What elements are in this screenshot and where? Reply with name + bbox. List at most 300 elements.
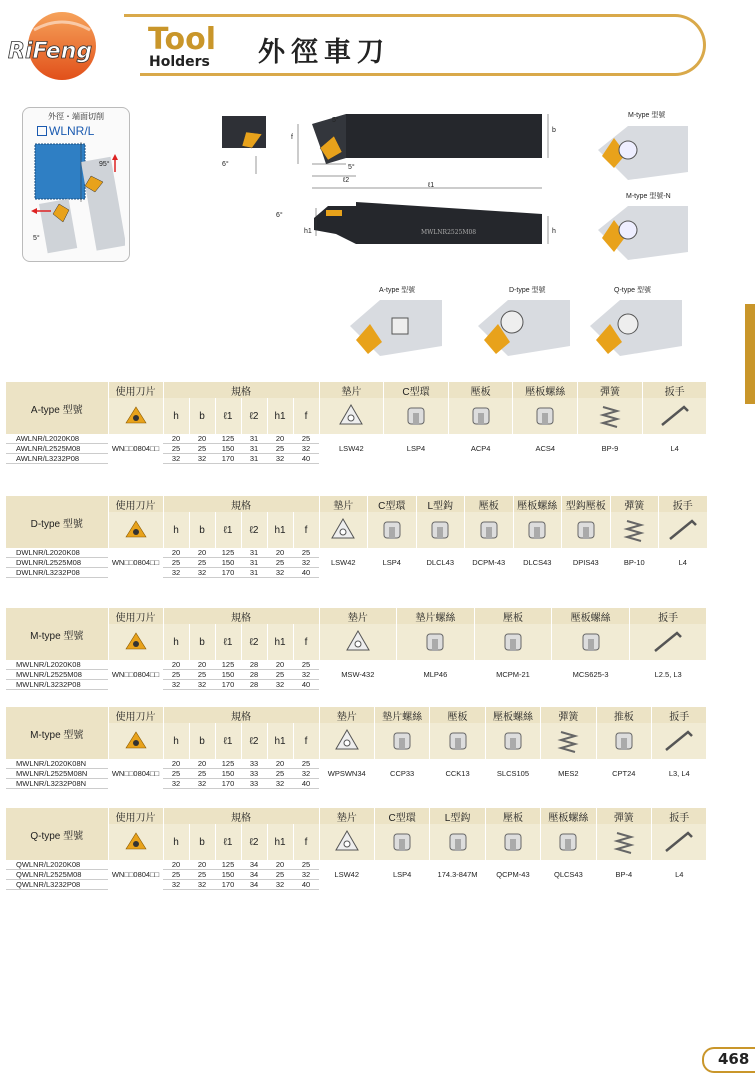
spec-table (6, 496, 707, 578)
spec-value: 33 (241, 769, 267, 779)
spec-value: 20 (267, 434, 293, 444)
insert-code: WN□□0804□□ (111, 444, 160, 454)
part-header: 扳手 (642, 382, 707, 398)
model-code: MWLNR/L3232P08 (6, 680, 108, 690)
part-header: 墊片螺絲 (397, 608, 475, 624)
insert-header: 使用刀片 (108, 707, 163, 723)
part-icon (659, 512, 708, 548)
part-value: DCPM-43 (472, 558, 506, 568)
part-icon (642, 398, 707, 434)
a-type-label: A-type 型號 (379, 287, 416, 294)
q-type-figure (590, 296, 682, 360)
dim-l2: ℓ2 (343, 177, 350, 184)
dim-h: h (552, 228, 556, 235)
spec-value: 28 (241, 680, 267, 690)
spec-value: 34 (241, 860, 267, 870)
part-header: 彈簧 (541, 707, 596, 723)
angle-6-label: 6° (222, 161, 229, 168)
model-code: DWLNR/L3232P08 (6, 568, 108, 578)
part-icon (652, 723, 707, 759)
part-header: 墊片 (319, 496, 368, 512)
spec-value: 33 (241, 779, 267, 789)
model-code: AWLNR/L2525M08 (6, 444, 108, 454)
checkbox-icon (37, 126, 47, 136)
spec-value: 32 (267, 454, 293, 464)
operation-title: 外徑・端面切削 (48, 112, 104, 121)
m-type-figure (598, 120, 688, 186)
insert-icon (108, 723, 163, 759)
spec-value: 170 (215, 454, 241, 464)
spec-table (6, 707, 707, 789)
insert-code: WN□□0804□□ (111, 870, 160, 880)
brand-text: RiFeng (8, 39, 93, 64)
part-icon (610, 512, 659, 548)
spec-value: 40 (293, 880, 319, 890)
part-header: 扳手 (652, 808, 707, 824)
part-value: QCPM-43 (496, 870, 530, 880)
spec-value: 25 (163, 558, 189, 568)
part-icon (629, 624, 707, 660)
model-code: QWLNR/L2020K08 (6, 860, 108, 870)
dim-header-f: f (293, 723, 319, 759)
part-header: 扳手 (659, 496, 708, 512)
part-icon (552, 624, 630, 660)
dim-h1: h1 (304, 228, 312, 235)
part-value: WPSWN34 (327, 769, 366, 779)
spec-value: 125 (215, 548, 241, 558)
model-code: AWLNR/L2020K08 (6, 434, 108, 444)
dim-header-l2: ℓ2 (241, 398, 267, 434)
spec-value: 170 (215, 880, 241, 890)
part-value: QLCS43 (554, 870, 583, 880)
operation-card (22, 107, 130, 262)
spec-value: 25 (163, 670, 189, 680)
part-icon (596, 824, 651, 860)
spec-value: 25 (163, 444, 189, 454)
spec-value: 33 (241, 759, 267, 769)
spec-value: 20 (189, 434, 215, 444)
part-icon (374, 723, 429, 759)
page-title: 外徑車刀 (258, 37, 390, 68)
spec-value: 25 (267, 670, 293, 680)
spec-value: 25 (293, 860, 319, 870)
spec-value: 28 (241, 660, 267, 670)
part-header: C型環 (368, 496, 417, 512)
spec-value: 20 (189, 548, 215, 558)
dim-header-h1: h1 (267, 512, 293, 548)
part-header: 型鈎壓板 (562, 496, 611, 512)
part-icon (374, 824, 429, 860)
part-header: 壓板 (465, 496, 514, 512)
m-type-label: M-type 型號 (628, 112, 666, 119)
spec-value: 31 (241, 444, 267, 454)
dim-header-h: h (163, 723, 189, 759)
part-icon (319, 512, 368, 548)
part-icon (319, 723, 374, 759)
spec-value: 20 (163, 660, 189, 670)
operation-code-text: WLNR/L (49, 124, 95, 138)
dim-header-b: b (189, 624, 215, 660)
part-value: LSW42 (330, 558, 356, 568)
spec-value: 170 (215, 779, 241, 789)
dim-f: f (291, 134, 293, 141)
part-icon (474, 624, 552, 660)
spec-value: 150 (215, 670, 241, 680)
part-header: 彈簧 (610, 496, 659, 512)
model-code: DWLNR/L2020K08 (6, 548, 108, 558)
spec-value: 25 (293, 660, 319, 670)
part-header: 壓板螺絲 (552, 608, 630, 624)
spec-value: 32 (267, 568, 293, 578)
type-cell: D-type 型號 (6, 496, 108, 548)
dim-header-h1: h1 (267, 824, 293, 860)
part-value: CCK13 (445, 769, 470, 779)
insert-icon (108, 624, 163, 660)
part-value: BP-9 (601, 444, 619, 454)
spec-value: 31 (241, 454, 267, 464)
header-tool: Tool (148, 22, 216, 57)
spec-value: 31 (241, 558, 267, 568)
spec-value: 25 (293, 434, 319, 444)
operation-code (37, 124, 94, 138)
spec-value: 32 (267, 680, 293, 690)
part-value: L4 (678, 558, 687, 568)
part-icon (416, 512, 465, 548)
spec-value: 20 (267, 759, 293, 769)
part-icon (513, 512, 562, 548)
part-value: MSW-432 (341, 670, 375, 680)
spec-table (6, 808, 707, 890)
spec-value: 32 (189, 454, 215, 464)
part-icon (319, 624, 397, 660)
part-value: L3, L4 (668, 769, 690, 779)
dim-header-b: b (189, 824, 215, 860)
insert-code: WN□□0804□□ (111, 769, 160, 779)
part-value: L4 (670, 444, 679, 454)
spec-value: 34 (241, 880, 267, 890)
part-header: 扳手 (629, 608, 707, 624)
part-header: C型環 (374, 808, 429, 824)
type-cell: M-type 型號 (6, 608, 108, 660)
spec-value: 20 (267, 860, 293, 870)
spec-value: 32 (163, 568, 189, 578)
dim-header-l2: ℓ2 (241, 624, 267, 660)
part-icon (485, 824, 540, 860)
part-value: MLP46 (423, 670, 448, 680)
part-header: 推板 (596, 707, 651, 723)
spec-value: 170 (215, 568, 241, 578)
spec-value: 32 (293, 769, 319, 779)
dim-header-l1: ℓ1 (215, 398, 241, 434)
q-type-label: Q-type 型號 (614, 287, 651, 294)
angle-5-top-label: 5° (332, 117, 339, 124)
dim-header-h1: h1 (267, 723, 293, 759)
model-code: MWLNR/L3232P08N (6, 779, 108, 789)
header-frame (140, 14, 706, 76)
part-value: MCS625-3 (572, 670, 609, 680)
part-icon (397, 624, 475, 660)
angle-95-label: 95° (99, 161, 110, 168)
spec-header: 規格 (163, 382, 319, 398)
part-value: L2.5, L3 (654, 670, 682, 680)
model-code: QWLNR/L3232P08 (6, 880, 108, 890)
spec-value: 125 (215, 860, 241, 870)
spec-value: 32 (293, 670, 319, 680)
part-header: 墊片螺絲 (374, 707, 429, 723)
part-value: 174.3-847M (437, 870, 478, 880)
spec-value: 150 (215, 769, 241, 779)
dim-header-h1: h1 (267, 624, 293, 660)
part-header: C型環 (384, 382, 449, 398)
model-code: QWLNR/L2525M08 (6, 870, 108, 880)
part-header: 壓板螺絲 (513, 382, 578, 398)
a-type-figure (350, 296, 442, 360)
spec-header: 規格 (163, 496, 319, 512)
type-cell: M-type 型號 (6, 707, 108, 759)
spec-value: 20 (189, 759, 215, 769)
dim-header-l1: ℓ1 (215, 723, 241, 759)
dim-header-f: f (293, 624, 319, 660)
model-code: AWLNR/L3232P08 (6, 454, 108, 464)
spec-value: 40 (293, 568, 319, 578)
spec-value: 25 (163, 769, 189, 779)
spec-value: 32 (189, 779, 215, 789)
dim-header-l1: ℓ1 (215, 512, 241, 548)
dim-header-l1: ℓ1 (215, 824, 241, 860)
angle-5-bottom-label: 5° (348, 164, 355, 171)
side-tab (745, 304, 755, 404)
spec-header: 規格 (163, 808, 319, 824)
part-header: 壓板 (485, 808, 540, 824)
spec-value: 40 (293, 779, 319, 789)
spec-value: 25 (267, 870, 293, 880)
spec-value: 28 (241, 670, 267, 680)
spec-value: 34 (241, 870, 267, 880)
part-icon (541, 824, 596, 860)
dim-header-l2: ℓ2 (241, 723, 267, 759)
part-header: 墊片 (319, 707, 374, 723)
dim-header-h: h (163, 624, 189, 660)
spec-value: 25 (267, 444, 293, 454)
part-icon (430, 824, 485, 860)
spec-table (6, 608, 707, 690)
spec-value: 25 (189, 670, 215, 680)
part-icon (384, 398, 449, 434)
spec-value: 32 (163, 454, 189, 464)
spec-value: 32 (189, 568, 215, 578)
part-icon (652, 824, 707, 860)
part-icon (513, 398, 578, 434)
part-value: LSP4 (392, 870, 412, 880)
part-header: 墊片 (319, 382, 384, 398)
spec-value: 25 (293, 548, 319, 558)
model-code: MWLNR/L2020K08N (6, 759, 108, 769)
spec-value: 20 (163, 548, 189, 558)
part-icon (319, 824, 374, 860)
part-header: L型鈎 (430, 808, 485, 824)
spec-value: 25 (267, 558, 293, 568)
part-value: LSP4 (382, 558, 401, 568)
insert-header: 使用刀片 (108, 382, 163, 398)
spec-value: 32 (267, 880, 293, 890)
part-value: LSW42 (339, 444, 364, 454)
spec-value: 25 (163, 870, 189, 880)
dim-header-h1: h1 (267, 398, 293, 434)
part-value: ACS4 (535, 444, 556, 454)
dim-header-l1: ℓ1 (215, 624, 241, 660)
dim-header-l2: ℓ2 (241, 824, 267, 860)
angle-5-label: 5° (33, 235, 40, 242)
part-value: ACP4 (470, 444, 491, 454)
spec-header: 規格 (163, 608, 319, 624)
spec-value: 170 (215, 680, 241, 690)
insert-header: 使用刀片 (108, 808, 163, 824)
part-header: 壓板螺絲 (541, 808, 596, 824)
part-value: LSW42 (334, 870, 360, 880)
spec-value: 25 (293, 759, 319, 769)
spec-value: 32 (293, 870, 319, 880)
insert-code: WN□□0804□□ (111, 558, 160, 568)
part-icon (485, 723, 540, 759)
part-icon (465, 512, 514, 548)
spec-value: 40 (293, 454, 319, 464)
dim-header-b: b (189, 723, 215, 759)
part-icon (430, 723, 485, 759)
part-header: 壓板螺絲 (513, 496, 562, 512)
part-icon (578, 398, 643, 434)
part-header: 壓板 (448, 382, 513, 398)
part-icon (319, 398, 384, 434)
header-holders: Holders (149, 54, 210, 70)
part-value: CPT24 (612, 769, 636, 779)
insert-code: WN□□0804□□ (111, 670, 160, 680)
dim-l1: ℓ1 (428, 182, 435, 189)
spec-value: 25 (267, 769, 293, 779)
part-icon (368, 512, 417, 548)
part-header: 扳手 (652, 707, 707, 723)
m-type-n-figure (598, 200, 688, 266)
d-type-figure (478, 296, 570, 360)
spec-value: 20 (163, 759, 189, 769)
rifeng-logo (6, 10, 116, 82)
spec-value: 20 (267, 548, 293, 558)
page-number: 468 (718, 1050, 750, 1068)
model-code: MWLNR/L2525M08N (6, 769, 108, 779)
spec-value: 150 (215, 444, 241, 454)
spec-value: 25 (189, 769, 215, 779)
dim-header-f: f (293, 512, 319, 548)
part-header: 彈簧 (578, 382, 643, 398)
part-value: LSP4 (406, 444, 426, 454)
part-value: SLCS105 (496, 769, 530, 779)
spec-value: 32 (293, 444, 319, 454)
spec-value: 32 (267, 779, 293, 789)
spec-value: 150 (215, 870, 241, 880)
spec-value: 32 (163, 680, 189, 690)
part-value: DLCS43 (523, 558, 552, 568)
part-value: CCP33 (390, 769, 415, 779)
operation-diagram (29, 142, 125, 258)
dim-header-h: h (163, 398, 189, 434)
dim-header-h: h (163, 512, 189, 548)
dim-header-h: h (163, 824, 189, 860)
dim-header-l2: ℓ2 (241, 512, 267, 548)
spec-value: 125 (215, 759, 241, 769)
part-value: BP-10 (623, 558, 645, 568)
part-header: 壓板 (430, 707, 485, 723)
dim-header-f: f (293, 398, 319, 434)
part-icon (541, 723, 596, 759)
spec-value: 25 (189, 444, 215, 454)
type-cell: Q-type 型號 (6, 808, 108, 860)
part-header: 彈簧 (596, 808, 651, 824)
part-header: 壓板 (474, 608, 552, 624)
insert-header: 使用刀片 (108, 608, 163, 624)
spec-value: 25 (189, 870, 215, 880)
shank-text: MWLNR2525M08 (421, 229, 477, 236)
part-value: DPIS43 (572, 558, 599, 568)
holder-drawing (216, 108, 556, 266)
type-cell: A-type 型號 (6, 382, 108, 434)
spec-value: 125 (215, 660, 241, 670)
spec-value: 125 (215, 434, 241, 444)
part-header: 墊片 (319, 608, 397, 624)
spec-value: 25 (189, 558, 215, 568)
spec-value: 20 (267, 660, 293, 670)
part-icon (562, 512, 611, 548)
part-value: L4 (675, 870, 684, 880)
m-type-n-label: M-type 型號-N (626, 193, 671, 200)
spec-value: 20 (163, 434, 189, 444)
dim-b: b (552, 127, 556, 134)
insert-icon (108, 824, 163, 860)
spec-value: 32 (293, 558, 319, 568)
dim-header-b: b (189, 512, 215, 548)
dim-header-b: b (189, 398, 215, 434)
model-code: MWLNR/L2020K08 (6, 660, 108, 670)
model-code: DWLNR/L2525M08 (6, 558, 108, 568)
part-icon (448, 398, 513, 434)
part-icon (596, 723, 651, 759)
spec-value: 31 (241, 548, 267, 558)
part-value: DLCL43 (426, 558, 455, 568)
spec-value: 20 (189, 660, 215, 670)
dim-header-f: f (293, 824, 319, 860)
spec-value: 32 (189, 880, 215, 890)
insert-icon (108, 512, 163, 548)
spec-value: 32 (163, 880, 189, 890)
spec-value: 20 (163, 860, 189, 870)
spec-value: 32 (189, 680, 215, 690)
part-value: MCPM-21 (496, 670, 530, 680)
spec-value: 31 (241, 434, 267, 444)
spec-value: 32 (163, 779, 189, 789)
spec-header: 規格 (163, 707, 319, 723)
part-header: 壓板螺絲 (485, 707, 540, 723)
insert-header: 使用刀片 (108, 496, 163, 512)
part-value: BP-4 (615, 870, 633, 880)
model-code: MWLNR/L2525M08 (6, 670, 108, 680)
part-value: MES2 (558, 769, 579, 779)
spec-value: 150 (215, 558, 241, 568)
d-type-label: D-type 型號 (509, 287, 546, 294)
spec-value: 40 (293, 680, 319, 690)
spec-table (6, 382, 707, 464)
part-header: L型鈎 (416, 496, 465, 512)
insert-icon (108, 398, 163, 434)
spec-value: 31 (241, 568, 267, 578)
spec-value: 20 (189, 860, 215, 870)
